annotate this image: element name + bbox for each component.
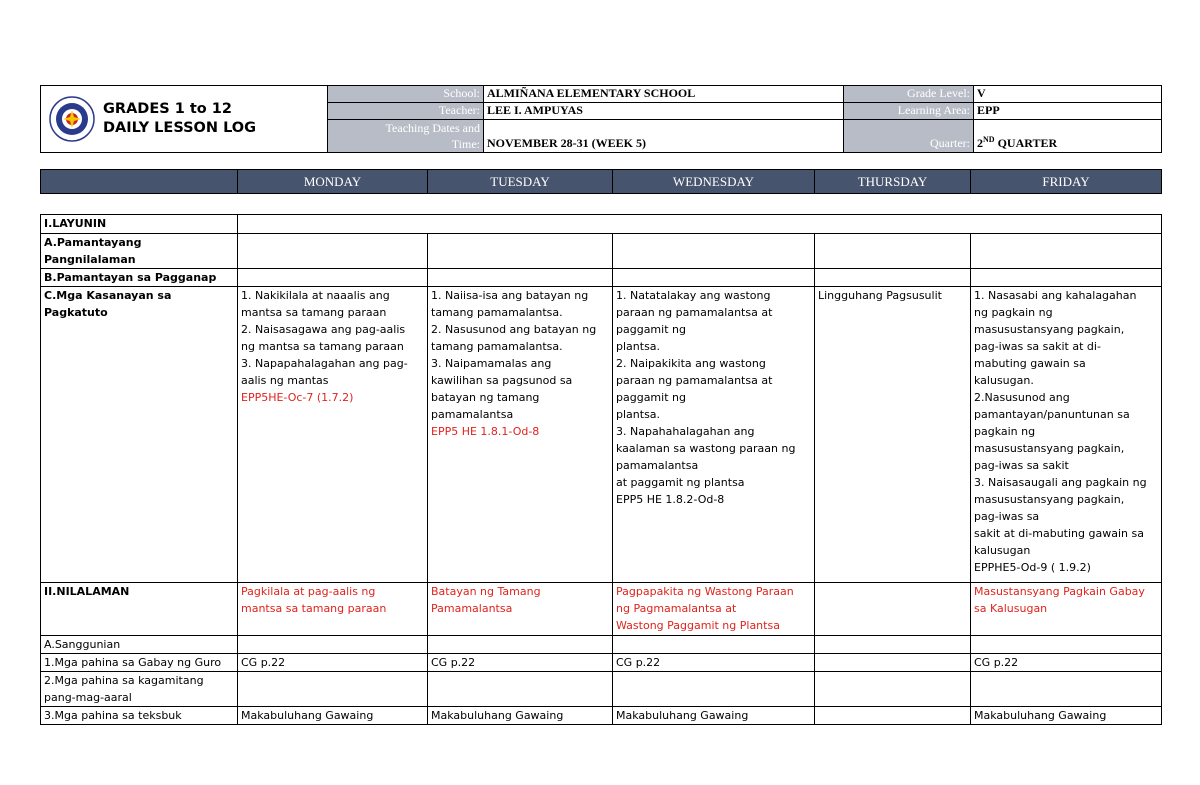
nilalaman-thursday [815, 583, 971, 636]
teksbuk-monday: Makabuluhang Gawaing [238, 707, 428, 725]
table-row [41, 269, 1162, 287]
nilalaman-wednesday: Pagpapakita ng Wastong Paraan ng Pagmamalantsa at Wastong Paggamit ng Plantsa [613, 583, 815, 636]
title-line-2: DAILY LESSON LOG [103, 120, 257, 136]
kasanayan-thursday: Lingguhang Pagsusulit [815, 287, 971, 583]
row-label-sanggunian: A.Sanggunian [41, 636, 238, 654]
school-value: ALMIÑANA ELEMENTARY SCHOOL [484, 86, 844, 103]
kasanayan-monday: 1. Nakikilala at naaalis ang mantsa sa tamang paraan 2. Naisasagawa ang pag-aalis ng mantsa sa tamang paraan 3. Napapahalagahan ang pag- aalis ng mantas EPP5HE-Oc-7 (1.7.2) [238, 287, 428, 583]
row-label-layunin: I.LAYUNIN [41, 215, 238, 234]
grade-value: V [974, 86, 1162, 103]
gabay-thursday [815, 654, 971, 672]
nilalaman-friday: Masustansyang Pagkain Gabay sa Kalusugan [971, 583, 1162, 636]
area-value: EPP [974, 103, 1162, 120]
code-tuesday: EPP5 HE 1.8.1-Od-8 [431, 425, 540, 438]
dates-label: Teaching Dates and Time: [328, 120, 484, 153]
table-row [41, 707, 1162, 725]
row-label-kasanayan: C.Mga Kasanayan sa Pagkatuto [41, 287, 238, 583]
table-row [41, 672, 1162, 707]
day-friday: FRIDAY [971, 170, 1162, 194]
deped-seal-icon [49, 96, 95, 142]
day-wednesday: WEDNESDAY [613, 170, 815, 194]
table-row [41, 636, 1162, 654]
table-row [41, 583, 1162, 636]
kasanayan-friday: 1. Nasasabi ang kahalagahan ng pagkain ng masusustansyang pagkain, pag-iwas sa sakit at di- mabuting gawain sa kalusugan. 2.Nasusunod ang pamantayan/panuntunan sa pagkain ng masusustansyang pagkain, pag-iwas sa sakit 3. Naisasaugali ang pagkain ng masusustansyang pagkain, pag-iwas sa sakit at di-mabuting gawain sa kalusugan EPPHE5-Od-9 ( 1.9.2) [971, 287, 1162, 583]
gabay-tuesday: CG p.22 [428, 654, 613, 672]
table-row [41, 234, 1162, 269]
kasanayan-tuesday: 1. Naiisa-isa ang batayan ng tamang pamamalantsa. 2. Nasusunod ang batayan ng tamang pamamalantsa. 3. Naipamamalas ang kawilihan sa pagsunod sa batayan ng tamang pamamalantsa EPP5 HE 1.8.1-Od-8 [428, 287, 613, 583]
table-row [41, 215, 1162, 234]
day-thursday: THURSDAY [815, 170, 971, 194]
teksbuk-tuesday: Makabuluhang Gawaing [428, 707, 613, 725]
area-label: Learning Area: [844, 103, 974, 120]
row-label-nilalaman: II.NILALAMAN [41, 583, 238, 636]
title-cell [41, 86, 328, 153]
gabay-monday: CG p.22 [238, 654, 428, 672]
lesson-table [40, 214, 1162, 725]
teacher-value: LEE I. AMPUYAS [484, 103, 844, 120]
teksbuk-friday: Makabuluhang Gawaing [971, 707, 1162, 725]
school-label: School: [328, 86, 484, 103]
dates-value: NOVEMBER 28-31 (WEEK 5) [484, 120, 844, 153]
day-monday: MONDAY [238, 170, 428, 194]
kasanayan-wednesday: 1. Natatalakay ang wastong paraan ng pamamalantsa at paggamit ng plantsa. 2. Naipakikita ang wastong paraan ng pamamalantsa at paggamit ng plantsa. 3. Napahahalagahan ang kaalaman sa wastong paraan ng pamamalantsa at paggamit ng plantsa EPP5 HE 1.8.2-Od-8 [613, 287, 815, 583]
quarter-label: Quarter: [844, 120, 974, 153]
day-tuesday: TUESDAY [428, 170, 613, 194]
teacher-label: Teacher: [328, 103, 484, 120]
nilalaman-tuesday: Batayan ng Tamang Pamamalantsa [428, 583, 613, 636]
row-label-kagamitang: 2.Mga pahina sa kagamitang pang-mag-aaral [41, 672, 238, 707]
nilalaman-monday: Pagkilala at pag-aalis ng mantsa sa tamang paraan [238, 583, 428, 636]
row-label-pagganap: B.Pamantayan sa Pagganap [41, 269, 238, 287]
table-row [41, 287, 1162, 583]
gabay-wednesday: CG p.22 [613, 654, 815, 672]
row-label-pamantayang: A.Pamantayang Pangnilalaman [41, 234, 238, 269]
quarter-value: 2ND QUARTER [974, 120, 1162, 153]
code-monday: EPP5HE-Oc-7 (1.7.2) [241, 391, 354, 404]
row-label-gabay: 1.Mga pahina sa Gabay ng Guro [41, 654, 238, 672]
table-row [41, 654, 1162, 672]
teksbuk-wednesday: Makabuluhang Gawaing [613, 707, 815, 725]
gabay-friday: CG p.22 [971, 654, 1162, 672]
days-corner [41, 170, 238, 194]
days-header [40, 169, 1162, 194]
header-table [40, 85, 1162, 153]
teksbuk-thursday [815, 707, 971, 725]
title-line-1: GRADES 1 to 12 [103, 101, 232, 117]
grade-label: Grade Level: [844, 86, 974, 103]
row-label-teksbuk: 3.Mga pahina sa teksbuk [41, 707, 238, 725]
